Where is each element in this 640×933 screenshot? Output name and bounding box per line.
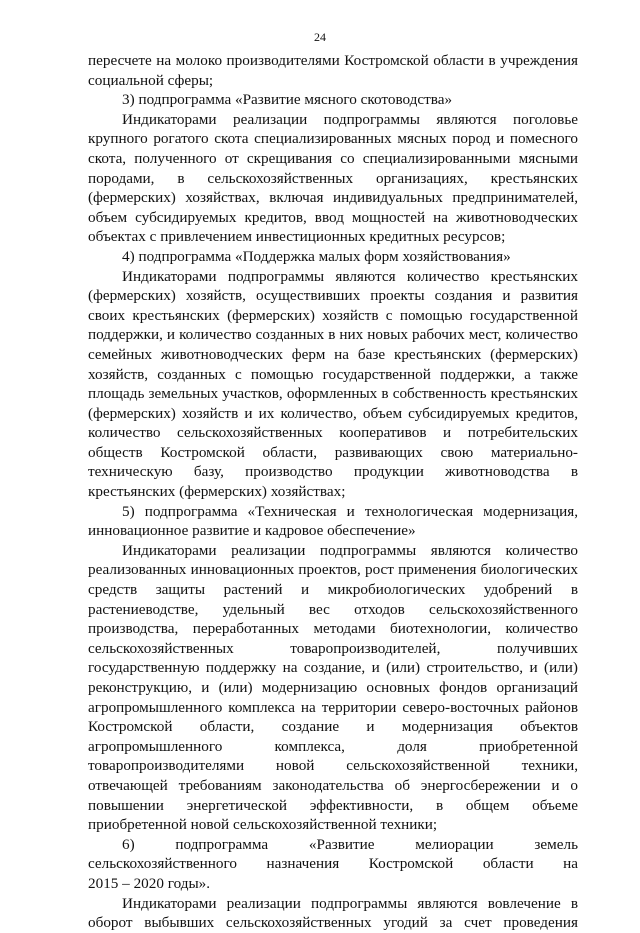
text-line: 3) подпрограмма «Развитие мясного скотоводства»	[122, 91, 453, 109]
text-line: поддержки, и количество созданных в них новых рабочих мест, количество	[88, 326, 578, 344]
text-line: скота, полученного от скрещивания со специализированными мясными	[88, 149, 578, 167]
text-line: своих крестьянских (фермерских) хозяйств с помощью государственной	[88, 306, 578, 324]
text-line: обществ Костромской области, развивающих свою материально-	[88, 443, 578, 461]
text-line: агропромышленного комплекса на территории северо-восточных районов	[88, 698, 578, 716]
text-line: сельскохозяйственного назначения Костромской области на	[88, 855, 578, 873]
text-line: производства, переработанных методами биотехнологии, количество	[88, 620, 578, 638]
text-line: 2015 – 2020 годы».	[88, 874, 211, 892]
text-line: инновационное развитие и кадровое обеспечение»	[88, 522, 416, 540]
text-line: породами, в сельскохозяйственных организациях, крестьянских	[88, 169, 578, 187]
text-line: хозяйств, созданных с помощью государственной поддержки, а также	[88, 365, 578, 383]
text-line: площадь земельных участков, оформленных в собственность крестьянских	[88, 385, 578, 403]
text-line: Индикаторами реализации подпрограммы являются количество	[122, 541, 578, 559]
text-line: 6) подпрограмма «Развитие мелиорации земель	[122, 835, 578, 853]
text-line: (фермерских) хозяйств, осуществивших проекты создания и развития	[88, 287, 578, 305]
text-line: реконструкцию, и (или) модернизацию основных фондов организаций	[88, 679, 578, 696]
text-line: крестьянских (фермерских) хозяйствах;	[88, 483, 346, 501]
text-line: социальной сферы;	[88, 71, 214, 89]
text-line: оборот выбывших сельскохозяйственных угодий за счет проведения	[88, 914, 578, 932]
text-line: 4) подпрограмма «Поддержка малых форм хозяйствования»	[122, 247, 511, 265]
text-line: средств защиты растений и микробиологических удобрений в	[88, 581, 578, 599]
text-line: повышении энергетической эффективности, в общем объеме	[88, 796, 578, 814]
text-line: объектах с привлечением инвестиционных кредитных ресурсов;	[88, 228, 506, 246]
text-line: государственную поддержку на создание, и (или) строительство, и (или)	[88, 659, 578, 677]
text-line: пересчете на молоко производителями Костромской области в учреждения	[88, 52, 578, 69]
page-number: 24	[314, 30, 326, 44]
text-line: растениеводстве, удельный вес отходов сельскохозяйственного	[88, 600, 578, 618]
text-line: Индикаторами подпрограммы являются количество крестьянских	[122, 267, 578, 285]
text-line: Индикаторами реализации подпрограммы являются вовлечение в	[122, 894, 578, 912]
text-line: объем субсидируемых кредитов, ввод мощностей на животноводческих	[88, 208, 578, 226]
text-line: крупного рогатого скота специализированных мясных пород и помесного	[88, 130, 578, 148]
text-line: товаропроизводителями новой сельскохозяйственной техники,	[88, 757, 578, 775]
text-line: (фермерских) хозяйств и их количество, объем субсидируемых кредитов,	[88, 404, 578, 422]
text-line: семейных животноводческих ферм на базе крестьянских (фермерских)	[88, 345, 578, 363]
text-line: приобретенной новой сельскохозяйственной техники;	[88, 816, 438, 834]
body-text	[88, 51, 578, 933]
text-line: Костромской области, создание и модернизация объектов	[88, 718, 578, 736]
text-line: техническую базу, производство продукции животноводства в	[88, 463, 578, 481]
text-line: сельскохозяйственных товаропроизводителей, получивших	[88, 639, 578, 657]
text-line: Индикаторами реализации подпрограммы являются поголовье	[122, 110, 578, 128]
text-line: агропромышленного комплекса, доля приобретенной	[88, 737, 578, 755]
text-line: (фермерских) хозяйствах, включая индивидуальных предпринимателей,	[88, 189, 578, 207]
text-line: отвечающей требованиям законодательства об энергосбережении и о	[88, 776, 578, 794]
text-line: количество сельскохозяйственных кооперативов и потребительских	[88, 424, 578, 442]
text-line: 5) подпрограмма «Техническая и технологическая модернизация,	[122, 502, 578, 520]
text-line: реализованных инновационных проектов, рост применения биологических	[88, 561, 578, 579]
